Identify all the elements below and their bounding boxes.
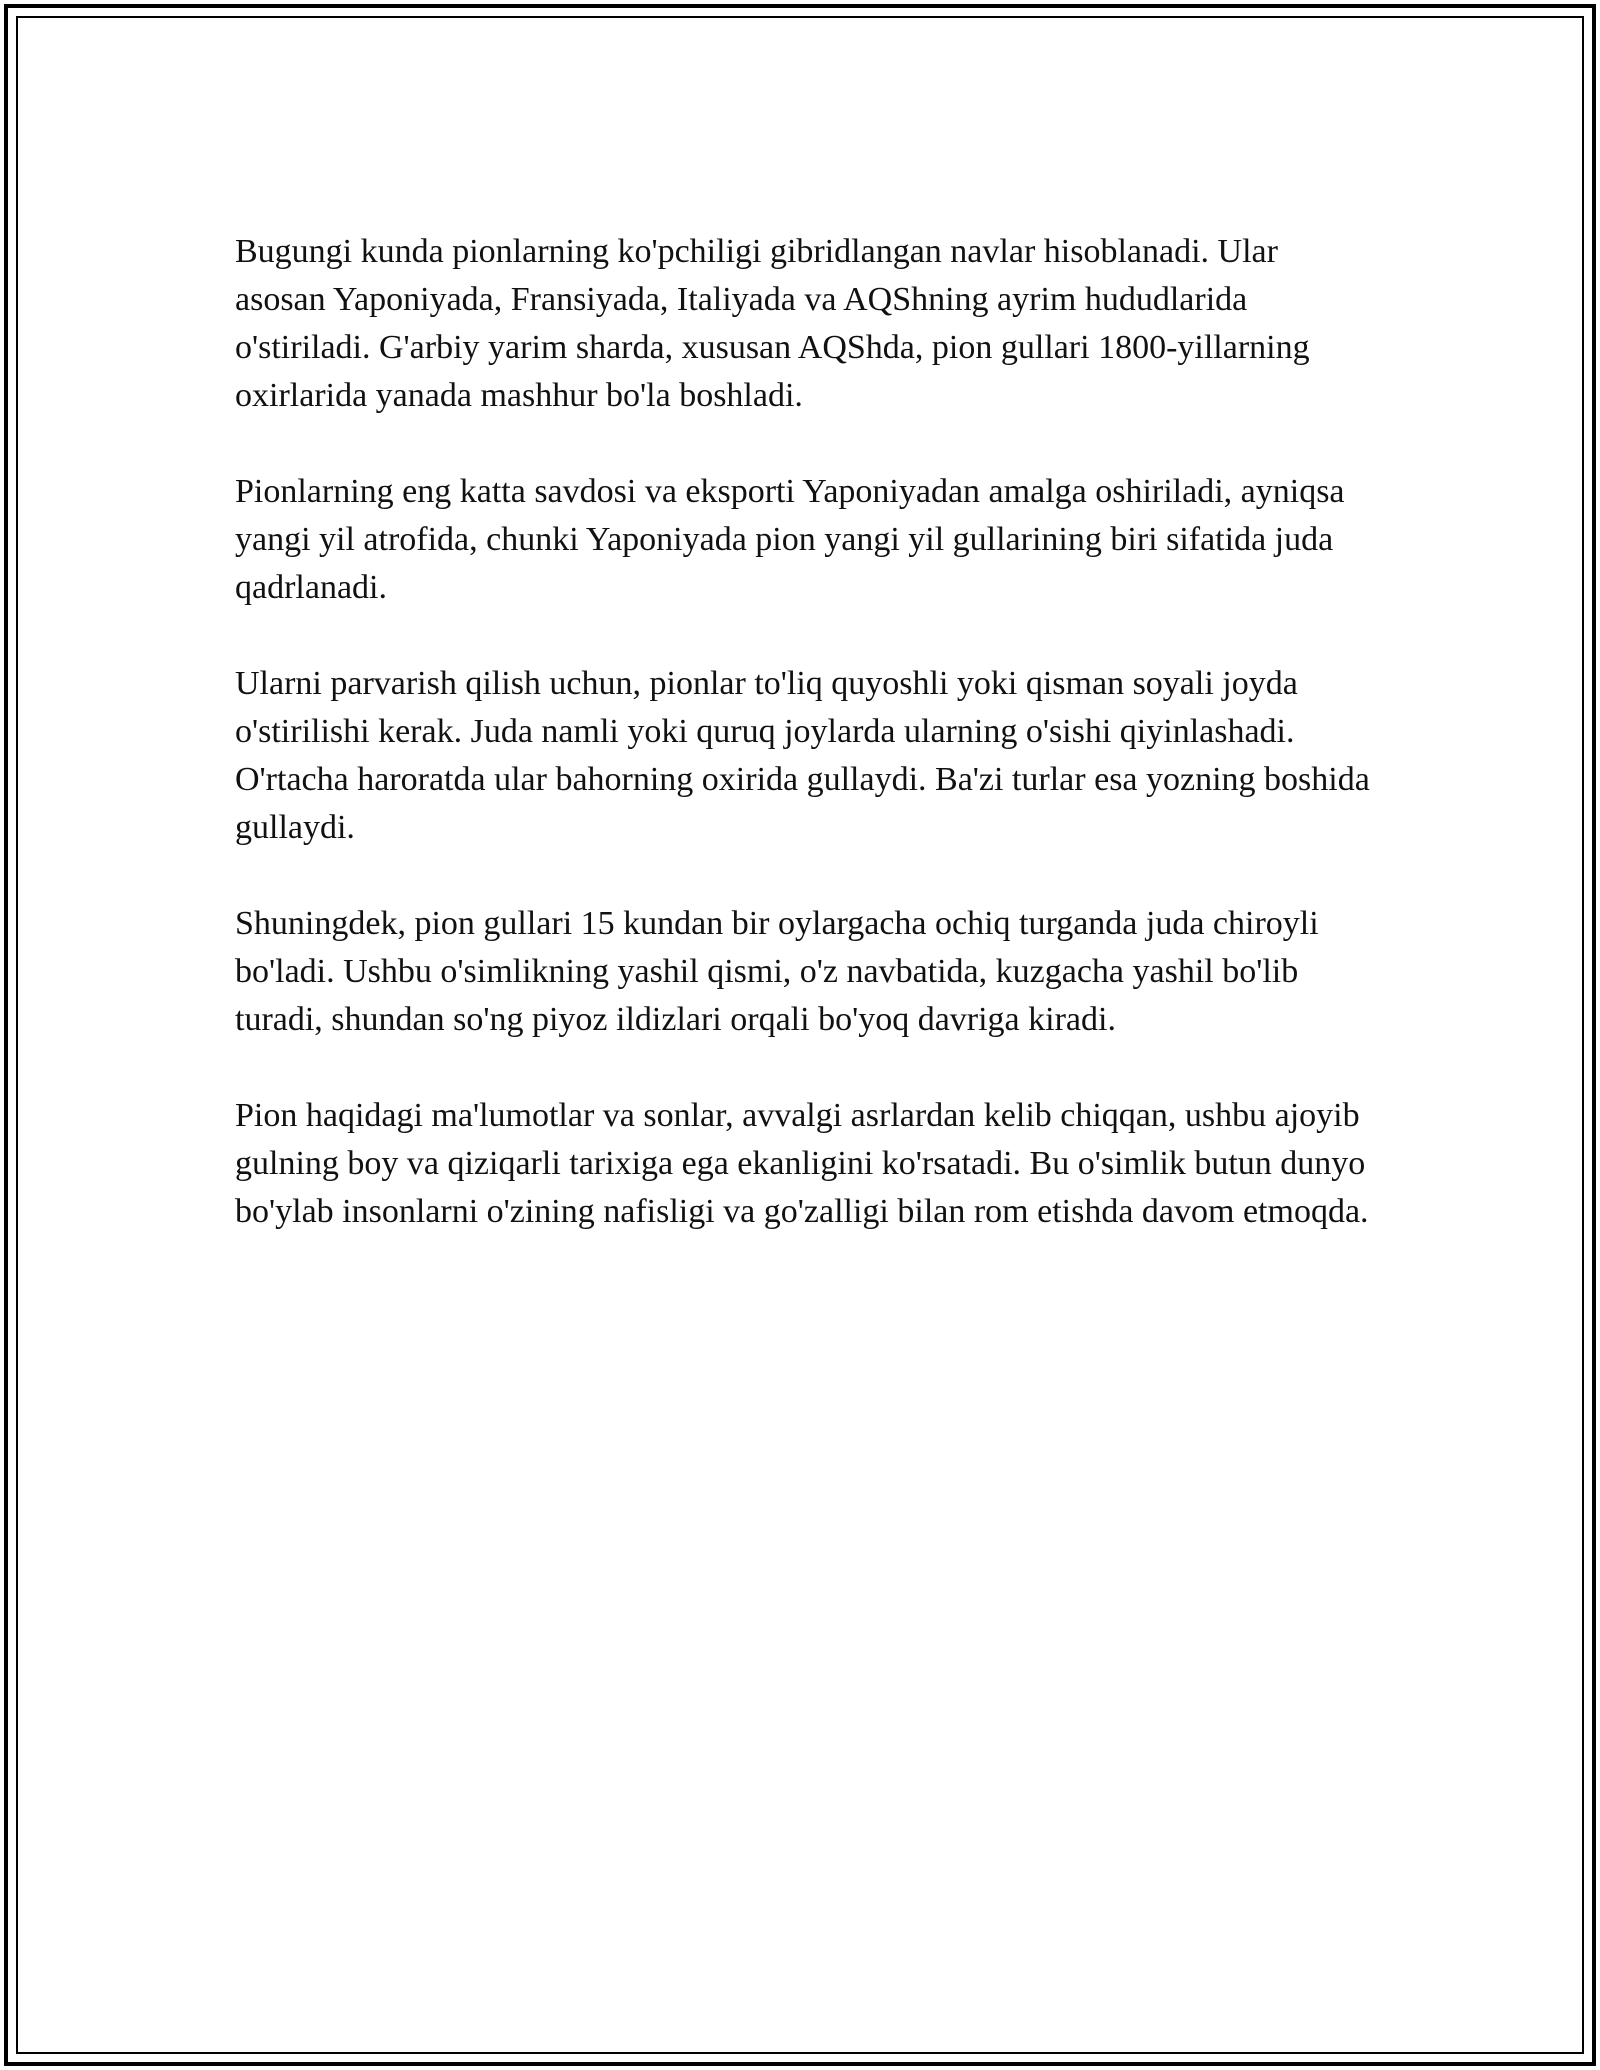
paragraph-2: Pionlarning eng katta savdosi va eksporti Yaponiyadan amalga oshiriladi, ayniqsa yangi yil atrofida, chunki Yaponiyada pion yangi yil gullarining biri sifatida juda qadrlanadi. [235,473,1345,606]
paragraph-3: Ularni parvarish qilish uchun, pionlar to'liq quyoshli yoki qisman soyali joyda o'stirilishi kerak. Juda namli yoki quruq joylarda ularning o'sishi qiyinlashadi. O'rtacha haroratda ular bahorning oxirida gullaydi. Ba'zi turlar esa yozning boshida gullaydi. [235,665,1370,846]
paragraph-1: Bugungi kunda pionlarning ko'pchiligi gibridlangan navlar hisoblanadi. Ular asosan Yaponiyada, Fransiyada, Italiyada va AQShning ayrim hududlarida o'stiriladi. G'arbiy yarim sharda, xususan AQShda, pion gullari 1800-yillarning oxirlarida yanada mashhur bo'la boshladi. [235,233,1310,414]
paragraph-5: Pion haqidagi ma'lumotlar va sonlar, avvalgi asrlardan kelib chiqqan, ushbu ajoyib gulning boy va qiziqarli tarixiga ega ekanligini ko'rsatadi. Bu o'simlik butun dunyo bo'ylab insonlarni o'zining nafisligi va go'zalligi bilan rom etishda davom etmoqda. [235,1097,1369,1230]
paragraph-4: Shuningdek, pion gullari 15 kundan bir oylargacha ochiq turganda juda chiroyli bo'ladi. Ushbu o'simlikning yashil qismi, o'z navbatida, kuzgacha yashil bo'lib turadi, shundan so'ng piyoz ildizlari orqali bo'yoq davriga kiradi. [235,905,1319,1038]
document-body [235,228,1375,1284]
